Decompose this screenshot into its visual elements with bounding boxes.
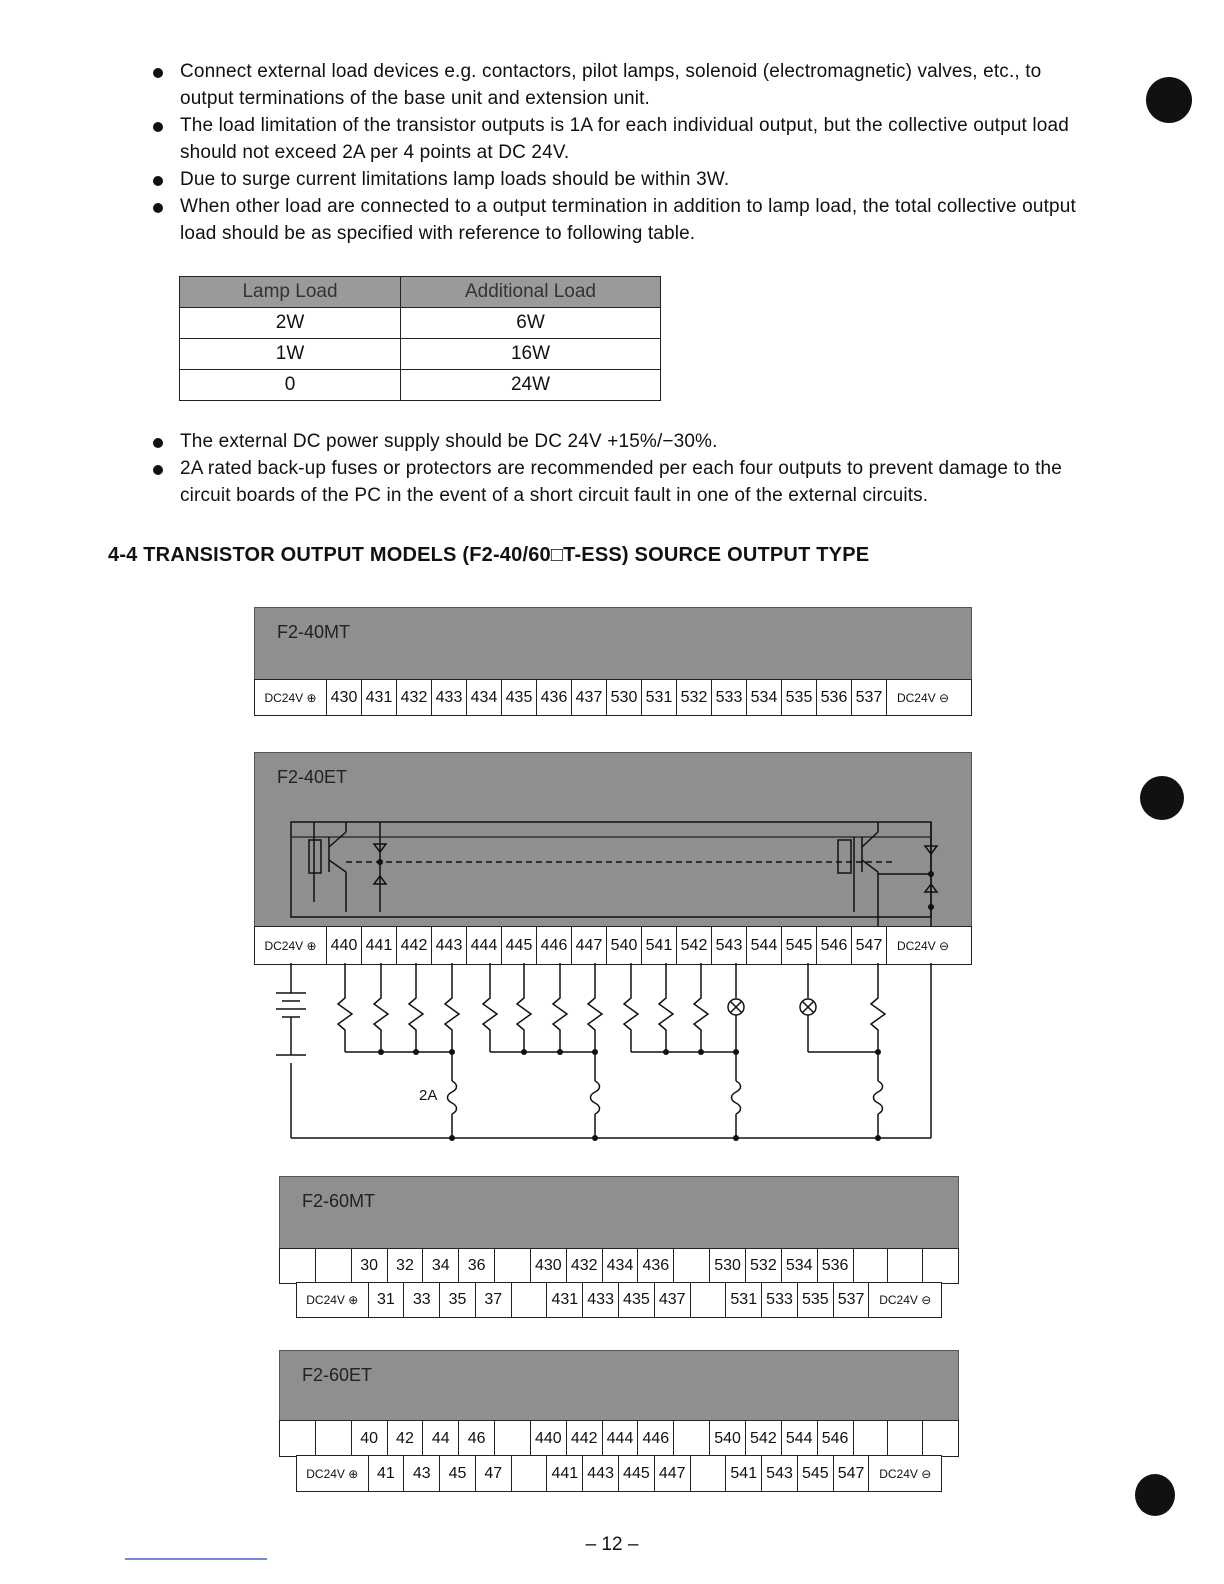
terminal: 541 bbox=[642, 927, 677, 964]
terminal-blank bbox=[495, 1421, 531, 1456]
terminal: DC24V ⊖ bbox=[896, 938, 950, 953]
bullet-item: Due to surge current limitations lamp loads should be within 3W. bbox=[150, 166, 1080, 193]
terminal: 533 bbox=[762, 1283, 798, 1317]
terminal: 547 bbox=[834, 1456, 870, 1491]
terminal: DC24V ⊕ bbox=[255, 927, 327, 964]
binder-hole bbox=[1135, 1474, 1175, 1516]
f2-60mt-terminal-row-bottom bbox=[296, 1282, 942, 1318]
terminal: 434 bbox=[603, 1249, 639, 1283]
terminal: 530 bbox=[710, 1249, 746, 1283]
terminal: 443 bbox=[583, 1456, 619, 1491]
panel-title: F2-40ET bbox=[277, 767, 348, 787]
terminal: 442 bbox=[567, 1421, 603, 1456]
terminal: 433 bbox=[432, 680, 467, 715]
terminal-blank bbox=[316, 1421, 352, 1456]
terminal: 540 bbox=[710, 1421, 746, 1456]
terminal: 543 bbox=[712, 927, 747, 964]
f2-60et-terminal-row-bottom bbox=[296, 1455, 942, 1492]
terminal-blank bbox=[854, 1421, 889, 1456]
terminal: 442 bbox=[397, 927, 432, 964]
terminal: 531 bbox=[726, 1283, 762, 1317]
terminal-blank bbox=[512, 1456, 548, 1491]
terminal: 45 bbox=[440, 1456, 476, 1491]
terminal: 440 bbox=[327, 927, 362, 964]
terminal: DC24V ⊖ bbox=[896, 690, 950, 705]
terminal: 36 bbox=[459, 1249, 495, 1283]
terminal: 30 bbox=[352, 1249, 388, 1283]
terminal: 430 bbox=[531, 1249, 567, 1283]
terminal: 42 bbox=[388, 1421, 424, 1456]
terminal: 43 bbox=[404, 1456, 440, 1491]
terminal: 446 bbox=[638, 1421, 674, 1456]
terminal: 546 bbox=[817, 927, 852, 964]
terminal: 547 bbox=[852, 927, 887, 964]
terminal-blank bbox=[280, 1421, 316, 1456]
terminal: 533 bbox=[712, 680, 747, 715]
terminal: 443 bbox=[432, 927, 467, 964]
bullet-list-bottom bbox=[150, 428, 1080, 509]
terminal: 534 bbox=[747, 680, 782, 715]
terminal-blank bbox=[923, 1421, 958, 1456]
terminal: 446 bbox=[537, 927, 572, 964]
terminal: DC24V ⊖ bbox=[879, 1466, 932, 1481]
f2-40mt-terminal-strip bbox=[254, 679, 972, 716]
table-cell: 0 bbox=[180, 370, 401, 401]
terminal: 33 bbox=[404, 1283, 440, 1317]
terminal: 545 bbox=[798, 1456, 834, 1491]
terminal: 441 bbox=[362, 927, 397, 964]
terminal-blank bbox=[888, 1421, 923, 1456]
terminal: 532 bbox=[746, 1249, 782, 1283]
page-number: – 12 – bbox=[585, 1534, 639, 1555]
terminal: 31 bbox=[369, 1283, 405, 1317]
terminal: 431 bbox=[362, 680, 397, 715]
bullet-item: Connect external load devices e.g. contactors, pilot lamps, solenoid (electromagnetic) valves, etc., to output terminations of the base unit and extension unit. bbox=[150, 58, 1080, 112]
panel-title: F2-40MT bbox=[277, 622, 351, 642]
footer-rule bbox=[125, 1558, 267, 1560]
terminal: 546 bbox=[818, 1421, 854, 1456]
terminal: 444 bbox=[603, 1421, 639, 1456]
terminal: 536 bbox=[818, 1249, 854, 1283]
f2-40et-terminal-strip bbox=[254, 926, 972, 965]
terminal: 435 bbox=[619, 1283, 655, 1317]
terminal-blank bbox=[495, 1249, 531, 1283]
terminal: 44 bbox=[423, 1421, 459, 1456]
f2-60et-panel bbox=[279, 1350, 959, 1422]
terminal: DC24V ⊕ bbox=[297, 1283, 369, 1317]
terminal-blank bbox=[674, 1421, 710, 1456]
terminal: 445 bbox=[502, 927, 537, 964]
load-table bbox=[179, 276, 661, 401]
terminal: 530 bbox=[607, 680, 642, 715]
terminal: 544 bbox=[747, 927, 782, 964]
f2-40mt-panel bbox=[254, 607, 972, 681]
f2-60et-terminal-row-top bbox=[279, 1420, 959, 1457]
terminal: 434 bbox=[467, 680, 502, 715]
terminal: 37 bbox=[476, 1283, 512, 1317]
terminal: 436 bbox=[638, 1249, 674, 1283]
terminal: 541 bbox=[726, 1456, 762, 1491]
terminal: 430 bbox=[327, 680, 362, 715]
terminal: 540 bbox=[607, 927, 642, 964]
terminal-blank bbox=[280, 1249, 316, 1283]
binder-hole bbox=[1140, 776, 1184, 820]
terminal: DC24V ⊕ bbox=[255, 680, 327, 715]
terminal: 444 bbox=[467, 927, 502, 964]
terminal: 40 bbox=[352, 1421, 388, 1456]
terminal: DC24V ⊕ bbox=[297, 1456, 369, 1491]
external-wiring-diagram bbox=[254, 963, 970, 1143]
bullet-item: The load limitation of the transistor outputs is 1A for each individual output, but the collective output load should not exceed 2A per 4 points at DC 24V. bbox=[150, 112, 1080, 166]
terminal-blank bbox=[512, 1283, 548, 1317]
terminal: 542 bbox=[746, 1421, 782, 1456]
terminal: 534 bbox=[782, 1249, 818, 1283]
bullet-item: When other load are connected to a output termination in addition to lamp load, the total collective output load should be as specified with reference to following table. bbox=[150, 193, 1080, 247]
f2-60mt-terminal-row-top bbox=[279, 1248, 959, 1284]
terminal: 447 bbox=[572, 927, 607, 964]
terminal: 435 bbox=[502, 680, 537, 715]
panel-title: F2-60ET bbox=[302, 1365, 373, 1385]
terminal: 41 bbox=[369, 1456, 405, 1491]
terminal: 542 bbox=[677, 927, 712, 964]
terminal-blank bbox=[854, 1249, 889, 1283]
bullet-item: 2A rated back-up fuses or protectors are recommended per each four outputs to prevent damage to the circuit boards of the PC in the event of a short circuit fault in one of the external circuits. bbox=[150, 455, 1080, 509]
f2-60mt-panel bbox=[279, 1176, 959, 1250]
terminal: 433 bbox=[583, 1283, 619, 1317]
terminal: 432 bbox=[397, 680, 432, 715]
table-cell: 2W bbox=[180, 308, 401, 339]
terminal: 441 bbox=[547, 1456, 583, 1491]
terminal: 437 bbox=[655, 1283, 691, 1317]
fuse-label: 2A bbox=[419, 1087, 438, 1104]
table-cell: 6W bbox=[401, 308, 661, 339]
terminal: 437 bbox=[572, 680, 607, 715]
table-cell: 16W bbox=[401, 339, 661, 370]
internal-circuit-diagram bbox=[254, 752, 970, 926]
terminal-blank bbox=[691, 1283, 727, 1317]
terminal: 432 bbox=[567, 1249, 603, 1283]
terminal: 543 bbox=[762, 1456, 798, 1491]
section-title: 4-4 TRANSISTOR OUTPUT MODELS (F2-40/60□T-ESS) SOURCE OUTPUT TYPE bbox=[108, 544, 870, 566]
terminal: 535 bbox=[798, 1283, 834, 1317]
bullet-list-top bbox=[150, 58, 1080, 247]
terminal: 445 bbox=[619, 1456, 655, 1491]
table-header: Additional Load bbox=[401, 277, 661, 308]
table-cell: 24W bbox=[401, 370, 661, 401]
table-header: Lamp Load bbox=[180, 277, 401, 308]
terminal: 532 bbox=[677, 680, 712, 715]
bullet-item: The external DC power supply should be DC 24V +15%/−30%. bbox=[150, 428, 1080, 455]
terminal: 47 bbox=[476, 1456, 512, 1491]
binder-hole bbox=[1146, 77, 1192, 123]
terminal: 544 bbox=[782, 1421, 818, 1456]
terminal: 545 bbox=[782, 927, 817, 964]
terminal: 537 bbox=[834, 1283, 870, 1317]
terminal: DC24V ⊖ bbox=[879, 1293, 932, 1307]
terminal-blank bbox=[888, 1249, 923, 1283]
terminal-blank bbox=[691, 1456, 727, 1491]
terminal: 46 bbox=[459, 1421, 495, 1456]
terminal: 431 bbox=[547, 1283, 583, 1317]
terminal: 440 bbox=[531, 1421, 567, 1456]
terminal: 535 bbox=[782, 680, 817, 715]
terminal: 32 bbox=[388, 1249, 424, 1283]
terminal-blank bbox=[923, 1249, 958, 1283]
terminal: 35 bbox=[440, 1283, 476, 1317]
terminal-blank bbox=[316, 1249, 352, 1283]
terminal: 436 bbox=[537, 680, 572, 715]
terminal: 537 bbox=[852, 680, 887, 715]
terminal: 531 bbox=[642, 680, 677, 715]
terminal: 34 bbox=[423, 1249, 459, 1283]
table-cell: 1W bbox=[180, 339, 401, 370]
terminal: 536 bbox=[817, 680, 852, 715]
terminal-blank bbox=[674, 1249, 710, 1283]
terminal: 447 bbox=[655, 1456, 691, 1491]
panel-title: F2-60MT bbox=[302, 1191, 376, 1211]
